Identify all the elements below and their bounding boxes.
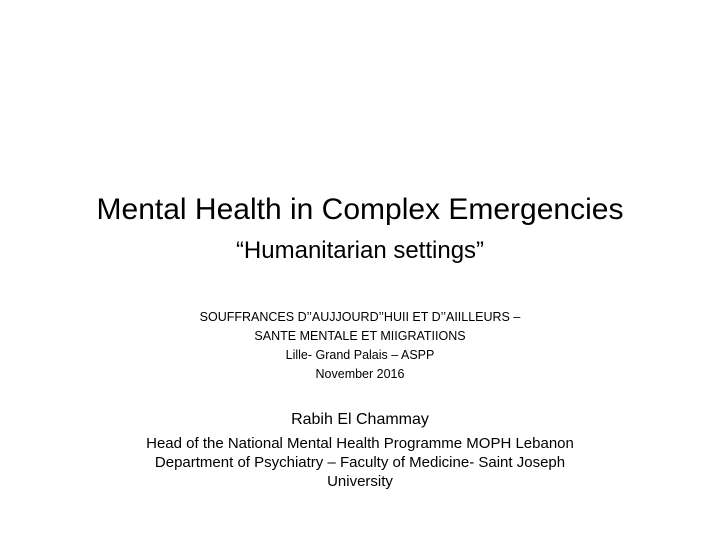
event-date: November 2016 [315, 367, 405, 381]
event-line: SOUFFRANCES D’’AUJJOURD’’HUII ET D’’AIILLEURS – [199, 310, 521, 324]
slide-title: Mental Health in Complex Emergencies [96, 193, 624, 226]
presenter-affiliation [0, 434, 720, 491]
presenter-name: Rabih El Chammay [291, 411, 429, 428]
affiliation-line: University [327, 473, 393, 490]
slide-subtitle: “Humanitarian settings” [235, 237, 485, 264]
affiliation-line: Head of the National Mental Health Programme MOPH Lebanon [146, 435, 574, 452]
affiliation-line: Department of Psychiatry – Faculty of Medicine- Saint Joseph [154, 454, 566, 471]
event-line: SANTE MENTALE ET MIIGRATIIONS [254, 329, 466, 343]
event-details [0, 308, 720, 384]
event-venue: Lille- Grand Palais – ASPP [285, 348, 435, 362]
